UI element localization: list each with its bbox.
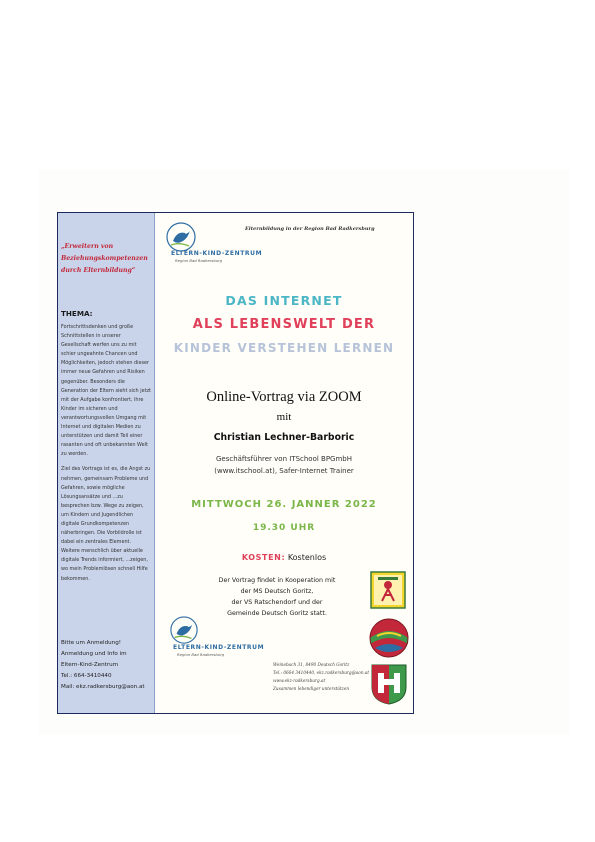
address-line: Weinebach 31, 8490 Deutsch Goritz xyxy=(273,662,350,667)
role-line: Geschäftsführer von ITSchool BPGmbH xyxy=(215,455,353,463)
lecture-title: Online-Vortrag via ZOOM xyxy=(206,389,362,405)
thema-heading: THEMA: xyxy=(61,309,93,318)
coop-line: der MS Deutsch Goritz, xyxy=(240,588,314,595)
quote-line: „Erweitern von xyxy=(61,243,114,250)
ekz-logo-top xyxy=(165,221,263,263)
title-line-3: KINDER VERSTEHEN LERNEN xyxy=(173,341,395,355)
cost-value: Kostenlos xyxy=(287,553,327,562)
logo-subtitle: Region Bad Radkersburg xyxy=(175,258,223,263)
title-line-2: ALS LEBENSWELT DER xyxy=(192,317,376,332)
coop-line: Der Vortrag findet in Kooperation mit xyxy=(218,577,336,584)
sidebar xyxy=(58,213,155,713)
info-line: Anmeldung und Info im xyxy=(61,651,127,657)
email: Mail: ekz.radkersburg@aon.at xyxy=(61,684,145,690)
title-line-1: DAS INTERNET xyxy=(225,293,343,308)
speaker-role xyxy=(155,453,413,477)
coop-line: Gemeinde Deutsch Goritz statt. xyxy=(227,610,327,617)
bird-icon xyxy=(165,221,197,253)
tagline: Elternbildung in der Region Bad Radkersburg xyxy=(245,226,375,232)
main-content xyxy=(155,213,413,713)
ekz-logo-bottom xyxy=(169,615,265,659)
address-line: Zusammen lebendiger unterstützen xyxy=(273,686,350,691)
address-line: www.ekz-radkersburg.at xyxy=(273,678,326,683)
thema-text xyxy=(61,323,151,590)
vs-ratschendorf-emblem-icon xyxy=(369,618,409,662)
cost-label: KOSTEN: xyxy=(241,553,286,562)
quote-line: durch Elternbildung“ xyxy=(61,267,136,274)
cooperation-text xyxy=(191,575,363,619)
quote-line: Beziehungskompetenzen xyxy=(61,255,148,262)
role-line: (www.itschool.at), Safer-Internet Trainer xyxy=(214,467,354,475)
logo-name: ELTERN-KIND-ZENTRUM xyxy=(171,250,263,257)
coop-line: der VS Ratschendorf und der xyxy=(231,599,323,606)
speaker-name: Christian Lechner-Barboric xyxy=(213,432,355,443)
thema-paragraph: Fortschrittsdenken und große Schnittstellen in unserer Gesellschaft werfen uns zu mit schier ungeahnte Chancen und Möglichkeiten, jedoch stehen dieser immer neue Gefahren und Risiken gegenüber. Besonders die Generation der Eltern sieht sich jetzt mit der Aufgabe konfrontiert, ihre Kinder im sicheren und verantwortungsvollen Umgang mit Internet und digitalen Medien zu unterstützen und damit Teil einer rasanten und oft unbekannten Welt zu werden. xyxy=(61,324,151,458)
logo-subtitle: Region Bad Radkersburg xyxy=(177,652,225,657)
address-block xyxy=(273,661,403,693)
cost-line xyxy=(155,553,413,562)
thema-paragraph: Ziel des Vortrags ist es, die Angst zu nehmen, gemeinsam Probleme und Gefahren, sowie mögliche Lösungsansätze und ...zu besprechen bzw. Wege zu zeigen, um Kindern und Jugendlichen digitale Grundkompetenzen näherbringen. Die Vorbildrolle ist dabei ein zentrales Element. Weitere menschlich über aktuelle digitale Trends informiert, ...zeigen, wo mein Problemlösen schnell Hilfe bekommen. xyxy=(61,466,151,582)
contact-block xyxy=(61,638,153,693)
sidebar-quote xyxy=(61,241,151,277)
bird-icon xyxy=(169,615,199,645)
logo-name: ELTERN-KIND-ZENTRUM xyxy=(173,644,265,651)
event-time: 19.30 UHR xyxy=(252,523,316,533)
school-crest-icon xyxy=(370,571,406,613)
info-line: Eltern-Kind-Zentrum xyxy=(61,662,119,668)
with-text: mit xyxy=(276,411,292,423)
address-line: Tel.: 0664 3410440, ekz.radkersburg@aon.at xyxy=(273,670,370,675)
register-note: Bitte um Anmeldung! xyxy=(61,640,122,646)
flyer xyxy=(57,212,414,714)
phone: Tel.: 664-3410440 xyxy=(61,673,112,679)
event-date: MITTWOCH 26. JANNER 2022 xyxy=(191,499,377,510)
